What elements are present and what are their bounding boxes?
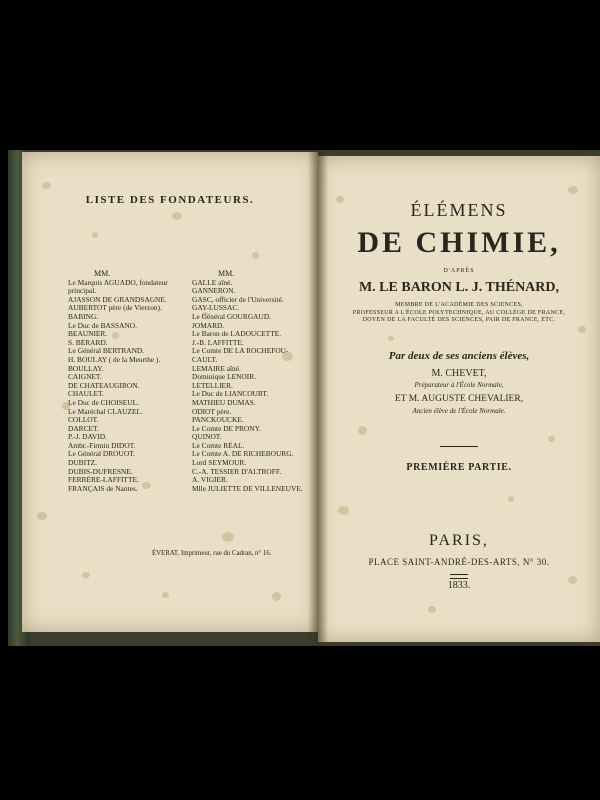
founder-name: Le Marquis AGUADO, fondateur	[68, 278, 168, 287]
by-two-students: Par deux de ses anciens élèves,	[388, 350, 530, 362]
founder-name: CAULT.	[192, 355, 218, 364]
credential-line: MEMBRE DE L'ACADÉMIE DES SCIENCES,	[395, 302, 523, 308]
founder-name: GASC, officier de l'Université.	[192, 295, 284, 304]
founder-name: Ambr.-Firmin DIDOT.	[68, 441, 136, 450]
editor-2-role: Ancien élève de l'École Normale.	[412, 407, 506, 415]
founder-name: Le Général GOURGAUD.	[192, 312, 272, 321]
founder-name: QUINOT.	[192, 433, 222, 442]
column-header: MM.	[218, 269, 235, 278]
founder-name: CAIGNET.	[68, 373, 102, 382]
printer-imprint: ÉVERAT, Imprimeur, rue du Cadran, n° 16.	[152, 550, 272, 557]
founder-name: DUBIS-DUFRESNE.	[68, 467, 133, 476]
founder-name: GALLE aîné.	[192, 278, 233, 287]
founder-name: Le Duc de CHOISEUL.	[68, 398, 140, 407]
title-page	[318, 156, 600, 642]
founder-name: Mlle JULIETTE DE VILLENEUVE.	[192, 484, 303, 493]
founder-name: MATHIEU DUMAS.	[192, 398, 256, 407]
author-name: M. LE BARON L. J. THÉNARD,	[358, 280, 560, 295]
founder-name: LEMAIRE aîné.	[192, 364, 241, 373]
founder-name: FERRÈRE-LAFFITTE.	[68, 476, 139, 485]
editor-2-name: ET M. AUGUSTE CHEVALIER,	[394, 394, 524, 404]
founder-name: Le Général BERTRAND.	[68, 347, 145, 356]
double-rule	[450, 574, 468, 579]
founder-name: Le Comte DE LA ROCHEFOU-	[192, 347, 289, 356]
left-page	[22, 152, 318, 632]
publication-year: 1833.	[447, 580, 471, 591]
founder-name: DARCET.	[68, 424, 99, 433]
founder-name: Le Duc de BASSANO.	[68, 321, 137, 330]
column-header: MM.	[94, 269, 111, 278]
founder-name: J.-B. LAFFITTE.	[192, 338, 244, 347]
founder-name: CHAULET.	[68, 390, 104, 399]
founder-name: Le Comte A. DE RICHEBOURG.	[192, 450, 294, 459]
after-label: D'APRÈS	[443, 268, 475, 274]
book-gutter	[308, 150, 328, 646]
title-line-1: ÉLÉMENS	[410, 200, 508, 220]
founder-name: Lord SEYMOUR.	[192, 459, 247, 468]
founder-name: Le Maréchal CLAUZEL.	[68, 407, 143, 416]
founder-name: A. VIGIER.	[192, 476, 228, 485]
founder-name: BEAUNIER.	[68, 330, 108, 339]
founder-name: BABING.	[68, 312, 99, 321]
divider-rule	[440, 446, 478, 447]
publisher-address: PLACE SAINT-ANDRÉ-DES-ARTS, N° 30.	[368, 557, 550, 567]
part-label: PREMIÈRE PARTIE.	[406, 462, 512, 473]
credential-line: PROFESSEUR A L'ÉCOLE POLYTECHNIQUE, AU COLLÉGE DE FRANCE,	[352, 309, 566, 316]
founder-name: Dominique LENOIR.	[192, 373, 257, 382]
founder-name: C.-A. TESSIER D'ALTROFF.	[192, 467, 282, 476]
founder-name: Le Duc de LIANCOURT.	[192, 390, 269, 399]
author-credentials	[318, 302, 600, 325]
founder-name: AUBERTOT père (de Vierzon).	[68, 304, 162, 313]
founders-list-title: LISTE DES FONDATEURS.	[85, 194, 255, 206]
founder-name: JOMARD.	[192, 321, 225, 330]
founder-name: Le Général DROUOT.	[68, 450, 135, 459]
open-book	[8, 150, 600, 646]
founder-name: principal.	[68, 287, 97, 296]
founder-name: DUBITZ.	[68, 459, 97, 468]
founder-name: GAY-LUSSAC.	[192, 304, 240, 313]
editor-1-role: Préparateur à l'École Normale,	[414, 381, 504, 389]
founder-name: GANNERON.	[192, 287, 236, 296]
founder-name: H. BOULAY ( de la Meurthe ).	[68, 355, 161, 364]
founder-name: DE CHATEAUGIRON.	[68, 381, 140, 390]
publication-city: PARIS,	[429, 532, 489, 549]
founders-column-1	[68, 270, 200, 493]
credential-line: DOYEN DE LA FACULTÉ DES SCIENCES, PAIR DE FRANCE, ETC.	[362, 317, 556, 324]
founders-column-2	[192, 270, 318, 493]
founder-name: ODIOT père.	[192, 407, 232, 416]
founder-name: AJASSON DE GRANDSAGNE.	[68, 295, 167, 304]
founder-name: BOULLAY.	[68, 364, 104, 373]
founder-name: Le Comte RÉAL.	[192, 441, 245, 450]
founder-name: LETELLIER.	[192, 381, 233, 390]
founder-name: COLLOT.	[68, 416, 99, 425]
founder-name: Le Baron de LADOUCETTE.	[192, 330, 282, 339]
founder-name: PANCKOUCKE.	[192, 416, 244, 425]
founder-name: S. BÉRARD.	[68, 338, 108, 347]
title-line-2: DE CHIMIE,	[357, 226, 561, 259]
founder-name: Le Comte DE PRONY.	[192, 424, 261, 433]
founder-name: P.-J. DAVID.	[68, 433, 107, 442]
founder-name: FRANÇAIS de Nantes.	[68, 484, 138, 493]
editor-1-name: M. CHEVET,	[431, 368, 487, 379]
